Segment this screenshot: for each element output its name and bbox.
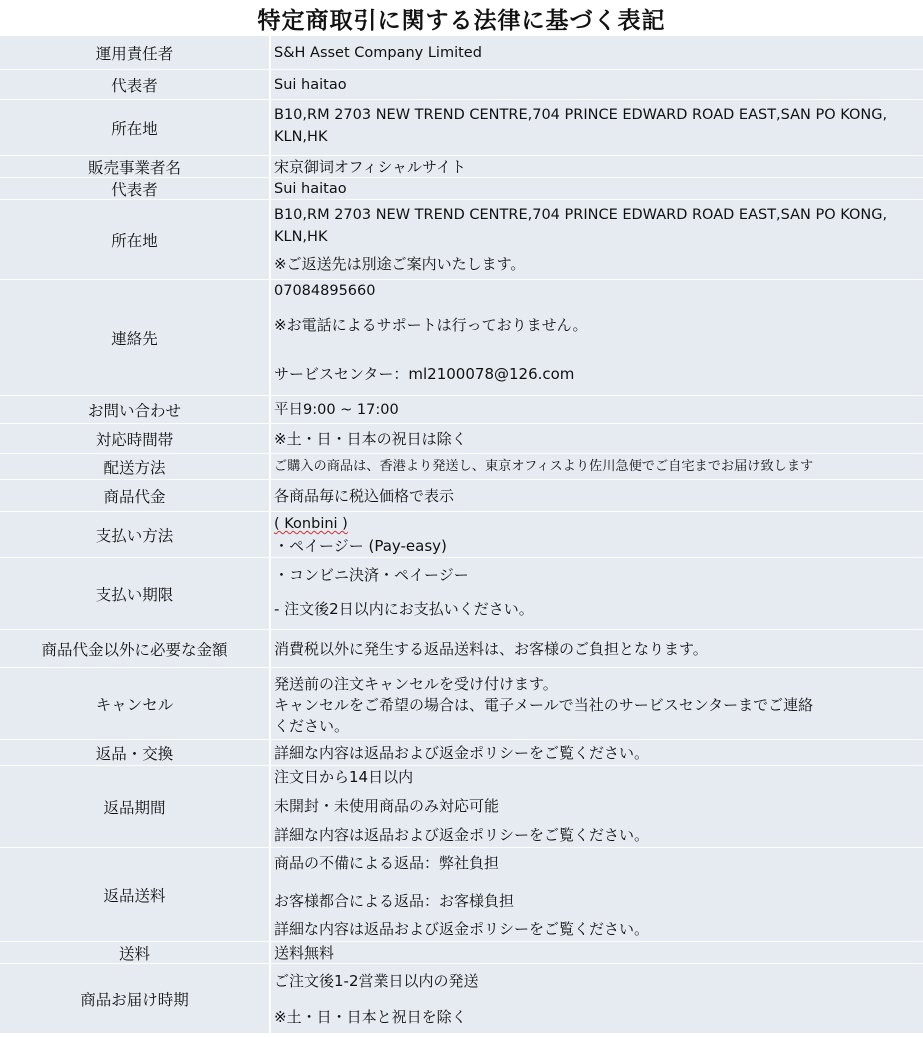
table-row [0, 480, 923, 512]
table-row [0, 630, 923, 668]
value-line: 平日9:00 ~ 17:00 [274, 402, 399, 418]
value-line: 消費税以外に発生する返品送料は、お客様のご負担となります。 [274, 640, 708, 658]
row-value [271, 70, 923, 100]
row-label: 支払い方法 [0, 512, 269, 558]
row-value [271, 480, 923, 512]
value-line: 発送前の注文キャンセルを受け付けます。 [274, 675, 558, 693]
value-line: ※お電話によるサポートは行っておりません。 [274, 316, 588, 334]
table-row [0, 942, 923, 964]
table-row [0, 178, 923, 200]
value-line: 07084895660 [274, 283, 376, 299]
table-row [0, 454, 923, 480]
table-row [0, 766, 923, 848]
value-line: 詳細な内容は返品および返金ポリシーをご覧ください。 [274, 826, 650, 844]
row-label: 商品代金 [0, 480, 269, 512]
row-value [271, 512, 923, 558]
table-row [0, 424, 923, 454]
row-label: 代表者 [0, 70, 269, 100]
row-value [271, 848, 923, 942]
row-value [271, 100, 923, 156]
table-row [0, 668, 923, 740]
row-value [271, 668, 923, 740]
value-line: Sui haitao [274, 181, 347, 197]
row-value [271, 740, 923, 766]
value-line: ・コンビニ決済・ペイージー [274, 566, 469, 584]
value-line: ご注文後1-2営業日以内の発送 [274, 972, 479, 990]
row-label: 代表者 [0, 178, 269, 200]
table-row [0, 36, 923, 70]
value-line: 未開封・未使用商品のみ対応可能 [274, 797, 500, 815]
value-line: - 注文後2日以内にお支払いください。 [274, 600, 534, 618]
row-label: 商品お届け時期 [0, 964, 269, 1034]
value-line: ※ご返送先は別途ご案内いたします。 [274, 255, 526, 273]
value-line: Sui haitao [274, 77, 347, 93]
row-value [271, 964, 923, 1034]
row-label: 連絡先 [0, 280, 269, 396]
table-row [0, 558, 923, 630]
row-value [271, 630, 923, 668]
row-label: 送料 [0, 942, 269, 964]
value-line: サービスセンター：ml2100078@126.com [274, 365, 575, 383]
value-line: お客様都合による返品：お客様負担 [274, 892, 515, 910]
row-value [271, 766, 923, 848]
value-line: キャンセルをご希望の場合は、電子メールで当社のサービスセンターまでご連絡 [274, 696, 814, 714]
value-line: KLN,HK [274, 229, 328, 245]
value-line: 送料無料 [274, 944, 335, 962]
row-value [271, 454, 923, 480]
table-row [0, 70, 923, 100]
row-label: 商品代金以外に必要な金額 [0, 630, 269, 668]
table-row [0, 512, 923, 558]
value-line: ください。 [274, 717, 350, 735]
page-title: 特定商取引に関する法律に基づく表記 [257, 7, 666, 34]
row-value [271, 156, 923, 178]
row-label: 販売事業者名 [0, 156, 269, 178]
value-line: S&H Asset Company Limited [274, 45, 482, 61]
table-row [0, 848, 923, 942]
value-line: ご購入の商品は、香港より発送し、東京オフィスより佐川急便でご自宅までお届け致します [274, 459, 814, 474]
row-value [271, 280, 923, 396]
row-value [271, 424, 923, 454]
table-row [0, 964, 923, 1034]
row-label: 返品送料 [0, 848, 269, 942]
value-line: 各商品毎に税込価格で表示 [274, 487, 455, 505]
table-row [0, 200, 923, 280]
table-row [0, 100, 923, 156]
row-label: 運用責任者 [0, 36, 269, 70]
row-value [271, 396, 923, 424]
row-label: 所在地 [0, 200, 269, 280]
row-label: 支払い期限 [0, 558, 269, 630]
row-value [271, 558, 923, 630]
value-line: 詳細な内容は返品および返金ポリシーをご覧ください。 [274, 920, 650, 938]
value-line: ※土・日・日本の祝日は除く [274, 430, 467, 448]
row-label: 返品・交換 [0, 740, 269, 766]
row-value [271, 942, 923, 964]
row-value [271, 200, 923, 280]
value-line: 商品の不備による返品：弊社負担 [274, 854, 500, 872]
row-label: 返品期間 [0, 766, 269, 848]
value-line: B10,RM 2703 NEW TREND CENTRE,704 PRINCE EDWARD ROAD EAST,SAN PO KONG, [274, 207, 888, 223]
table-row [0, 280, 923, 396]
row-label: 所在地 [0, 100, 269, 156]
value-line: KLN,HK [274, 129, 328, 145]
row-label: 対応時間帯 [0, 424, 269, 454]
row-value [271, 36, 923, 70]
table-row [0, 156, 923, 178]
value-line: ・ペイージー (Pay-easy) [274, 537, 447, 555]
value-line: B10,RM 2703 NEW TREND CENTRE,704 PRINCE EDWARD ROAD EAST,SAN PO KONG, [274, 107, 888, 123]
row-label: 配送方法 [0, 454, 269, 480]
value-line: 注文日から14日以内 [274, 768, 414, 786]
value-line: 詳細な内容は返品および返金ポリシーをご覧ください。 [274, 744, 650, 762]
row-label: お問い合わせ [0, 396, 269, 424]
value-line: ( Konbini ) [274, 516, 348, 532]
table-row [0, 740, 923, 766]
value-line: ※土・日・日本と祝日を除く [274, 1008, 467, 1026]
row-label: キャンセル [0, 668, 269, 740]
table-row [0, 396, 923, 424]
row-value [271, 178, 923, 200]
value-line: 宋京御词オフィシャルサイト [274, 158, 467, 176]
